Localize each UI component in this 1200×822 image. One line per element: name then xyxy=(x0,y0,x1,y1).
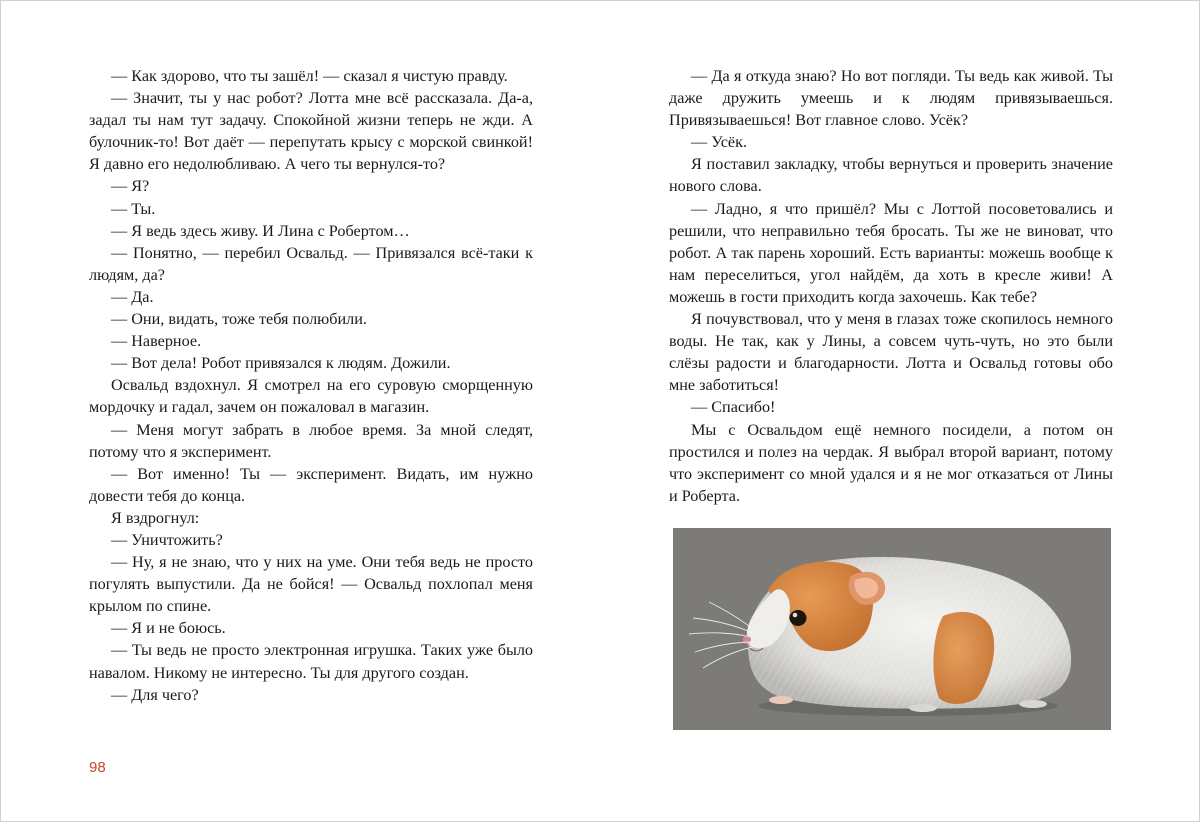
paragraph: Я вздрогнул: xyxy=(111,508,200,527)
paragraph: Мы с Освальдом ещё немного посидели, а потом он простился и полез на чердак. Я выбрал второй вариант, потому что эксперимент со мной удался и я не мог отказаться от Лины и Роберта. xyxy=(669,420,1113,505)
paragraph: — Ладно, я что пришёл? Мы с Лоттой посоветовались и решили, что неправильно тебя бросать. Ты же не виноват, что робот. А так парень хороший. Есть варианты: можешь вообще к нам переселиться, угол найдём, да хоть в кресле живи! А можешь в гости приходить когда захочешь. Как тебе? xyxy=(669,199,1113,306)
guinea-pig-drawing xyxy=(673,528,1111,730)
paragraph: Я почувствовал, что у меня в глазах тоже скопилось немного воды. Не так, как у Лины, а совсем чуть-чуть, но это были слёзы радости и благодарности. Лотта и Освальд готовы обо мне заботиться! xyxy=(669,310,1113,395)
paragraph: — Я и не боюсь. xyxy=(111,619,226,638)
paragraph: — Вот именно! Ты — эксперимент. Видать, им нужно довести тебя до конца. xyxy=(89,464,533,505)
paragraph: — Ну, я не знаю, что у них на уме. Они тебя ведь не просто погулять выпустили. Да не бойся! — Освальд похлопал меня крылом по спине. xyxy=(89,553,533,616)
paragraph: — Меня могут забрать в любое время. За мной следят, потому что я эксперимент. xyxy=(89,420,533,461)
paragraph: — Значит, ты у нас робот? Лотта мне всё рассказала. Да-а, задал ты нам тут задачу. Спокойной жизни теперь не жди. А булочник-то! Вот даёт — перепутать крысу с морской свинкой! Я давно его недолюбливаю. А чего ты вернулся-то? xyxy=(89,89,533,174)
paragraph: — Ты. xyxy=(111,199,156,218)
paragraph: — Я ведь здесь живу. И Лина с Робертом… xyxy=(111,221,410,240)
paragraph: — Вот дела! Робот привязался к людям. Дожили. xyxy=(111,354,451,373)
paragraph: — Наверное. xyxy=(111,332,202,351)
guinea-pig-illustration xyxy=(673,528,1111,730)
left-page xyxy=(89,65,533,706)
page-number: 98 xyxy=(89,759,106,776)
paragraph: — Я? xyxy=(111,177,150,196)
paragraph: — Они, видать, тоже тебя полюбили. xyxy=(111,310,367,329)
right-page xyxy=(669,65,1113,507)
paragraph: — Ты ведь не просто электронная игрушка. Таких уже было навалом. Никому не интересно. Ты для другого создан. xyxy=(89,641,533,682)
paragraph: — Да я откуда знаю? Но вот погляди. Ты ведь как живой. Ты даже дружить умеешь и к людям привязываешься. Привязываешься! Вот главное слово. Усёк? xyxy=(669,67,1113,130)
paragraph: — Как здорово, что ты зашёл! — сказал я чистую правду. xyxy=(111,67,508,85)
paragraph: — Понятно, — перебил Освальд. — Привязался всё-таки к людям, да? xyxy=(89,243,533,284)
paragraph: — Спасибо! xyxy=(691,398,776,417)
paragraph: — Для чего? xyxy=(111,685,199,704)
paragraph: — Да. xyxy=(111,287,154,306)
paragraph: Я поставил закладку, чтобы вернуться и проверить значение нового слова. xyxy=(669,155,1113,196)
paragraph: — Уничтожить? xyxy=(111,530,223,549)
paragraph: — Усёк. xyxy=(691,133,748,152)
paragraph: Освальд вздохнул. Я смотрел на его суровую сморщенную мордочку и гадал, зачем он пожаловал в магазин. xyxy=(89,376,533,417)
